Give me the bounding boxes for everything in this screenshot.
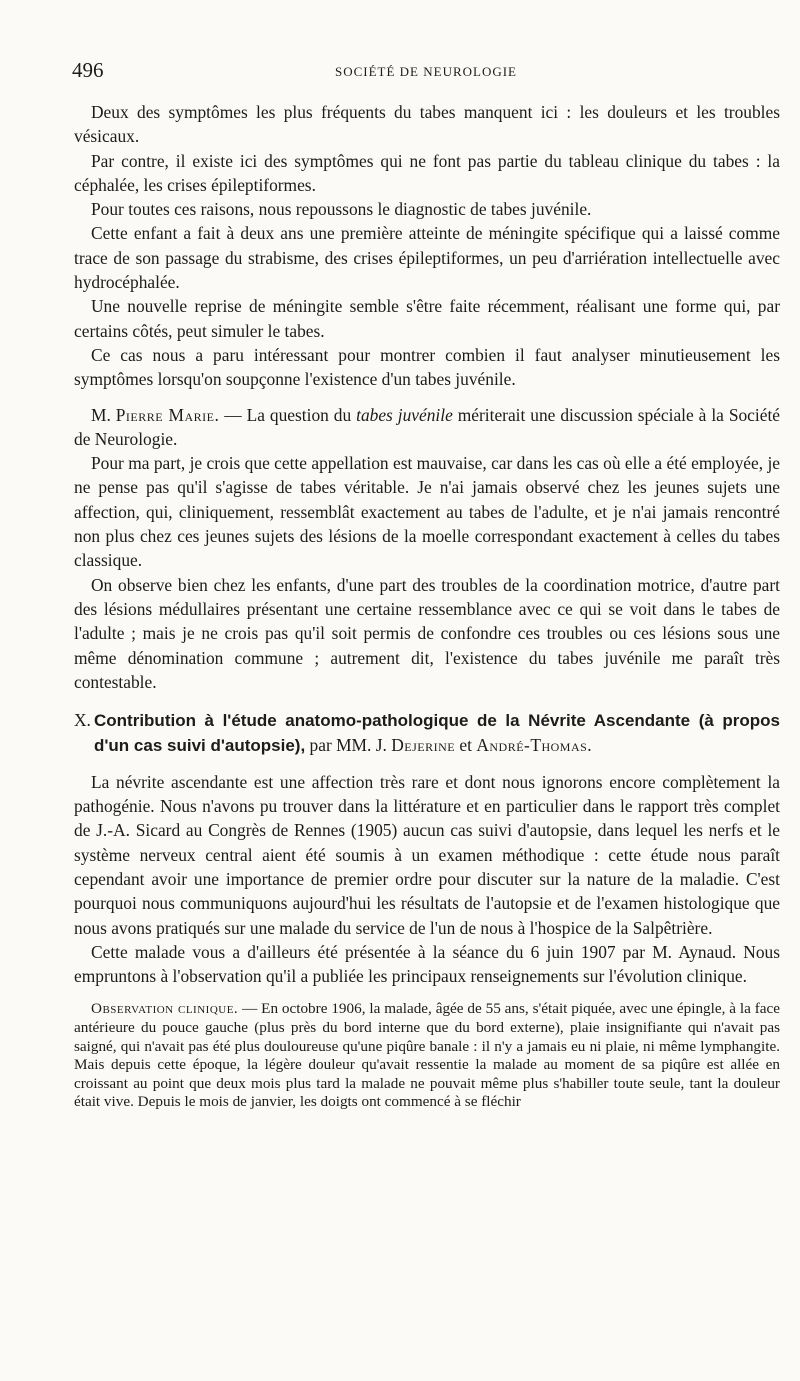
speaker-prefix: M. bbox=[91, 404, 111, 425]
section-by: par MM. J. bbox=[305, 735, 392, 756]
section-title: Contribution à l'étude anatomo-pathologique de la Névrite Ascendante (à propos d'un cas suivi d'autopsie), bbox=[94, 711, 780, 756]
clinical-observation bbox=[74, 1000, 780, 1112]
page-body bbox=[74, 100, 780, 1112]
observation-label: Observation clinique. bbox=[91, 1000, 239, 1018]
author-1: Dejerine bbox=[391, 735, 456, 756]
observation-text: — En octobre 1906, la malade, âgée de 55 ans, s'était piquée, avec une épingle, à la face antérieure du pouce gauche (plus près du bord interne que du bord externe), plaie insignifiante qui n'avait pas saigné, qui n'avait pas été plus douloureuse qu'une piqûre banale : il n'y a jamais eu ni plaie, ni même lymphangite. Mais depuis cette époque, la légère douleur qu'avait ressentie la malade au moment de sa piqûre est allée en croissant au point que deux mois plus tard la malade ne pouvait même plus s'habiller toute seule, tant la douleur était vive. Depuis le mois de janvier, les doigts ont commencé à se fléchir bbox=[74, 1000, 780, 1111]
section-heading bbox=[74, 708, 780, 759]
page-number: 496 bbox=[72, 58, 104, 82]
author-2: André-Thomas. bbox=[476, 735, 593, 756]
paragraph: Par contre, il existe ici des symptômes qui ne font pas partie du tableau clinique du tabes : la céphalée, les crises épileptiformes. bbox=[74, 150, 780, 195]
paragraph: Deux des symptômes les plus fréquents du tabes manquent ici : les douleurs et les troubles vésicaux. bbox=[74, 102, 780, 147]
observation-paragraph bbox=[74, 1000, 780, 1112]
paragraph: Cette malade vous a d'ailleurs été présentée à la séance du 6 juin 1907 par M. Aynaud. Nous empruntons à l'observation qu'il a publiée les principaux renseignements sur l'évolution clinique. bbox=[74, 941, 780, 987]
speaker-name: Pierre Marie. bbox=[115, 404, 220, 425]
paragraph: Pour toutes ces raisons, nous repoussons le diagnostic de tabes juvénile. bbox=[91, 199, 592, 220]
section-number: X. bbox=[74, 710, 91, 731]
text-before: — La question du bbox=[219, 404, 357, 425]
paragraph: Cette enfant a fait à deux ans une première atteinte de méningite spécifique qui a laissé comme trace de son passage du strabisme, des crises épileptiformes, un peu d'arriération intellectuelle avec hydrocéphalée. bbox=[74, 223, 780, 293]
paragraph: On observe bien chez les enfants, d'une part des troubles de la coordination motrice, d'autre part des lésions médullaires présentant une certaine ressemblance avec ce qui se voit dans le tabes de l'adulte ; mais je ne crois pas qu'il soit permis de confondre ces troubles ou ces lésions sous une même dénomination commune ; autrement dit, l'existence du tabes juvénile me paraît très contestable. bbox=[74, 574, 780, 692]
discussion-paragraph bbox=[74, 403, 780, 452]
text-after: mériterait une discussion spéciale à la Société de Neurologie. bbox=[74, 404, 781, 449]
paragraph: Pour ma part, je crois que cette appellation est mauvaise, car dans les cas où elle a été employée, je ne pense pas qu'il s'agisse de tabes véritable. Je n'ai jamais observé chez les jeunes sujets une affection, qui, cliniquement, ressemblât exactement au tabes de l'adulte, et je n'ai jamais rencontré non plus chez ces jeunes sujets des lésions de la moelle correspondant exactement à celles du tabes classique. bbox=[74, 453, 780, 571]
paragraph: Une nouvelle reprise de méningite semble s'être faite récemment, réalisant une forme qui, par certains côtés, peut simuler le tabes. bbox=[74, 296, 780, 341]
italic-phrase: tabes juvénile bbox=[356, 404, 453, 425]
running-title: SOCIÉTÉ DE NEUROLOGIE bbox=[334, 64, 518, 79]
paragraph: Ce cas nous a paru intéressant pour montrer combien il faut analyser minutieusement les symptômes lorsqu'on soupçonne l'existence d'un tabes juvénile. bbox=[74, 344, 780, 390]
paragraph: La névrite ascendante est une affection très rare et dont nous ignorons encore complètement la pathogénie. Nous n'avons pu trouver dans la littérature et en particulier dans le rapport très complet de J.-A. Sicard au Congrès de Rennes (1905) aucun cas suivi d'autopsie, dans lequel les nerfs et le système nerveux central aient été soumis à un examen méthodique : cette étude nous paraît cependant avoir une importance de premier ordre pour discuter sur la nature de la maladie. C'est pourquoi nous communiquons aujourd'hui les résultats de l'autopsie et de l'examen histologique que nous avons pratiqués sur une malade du service de l'un de nous à l'hospice de la Salpêtrière. bbox=[74, 771, 780, 938]
page-header bbox=[72, 58, 780, 88]
spacer bbox=[74, 392, 780, 403]
spacer bbox=[74, 759, 780, 770]
author-conj: et bbox=[455, 735, 477, 756]
section-title-block bbox=[94, 708, 780, 759]
